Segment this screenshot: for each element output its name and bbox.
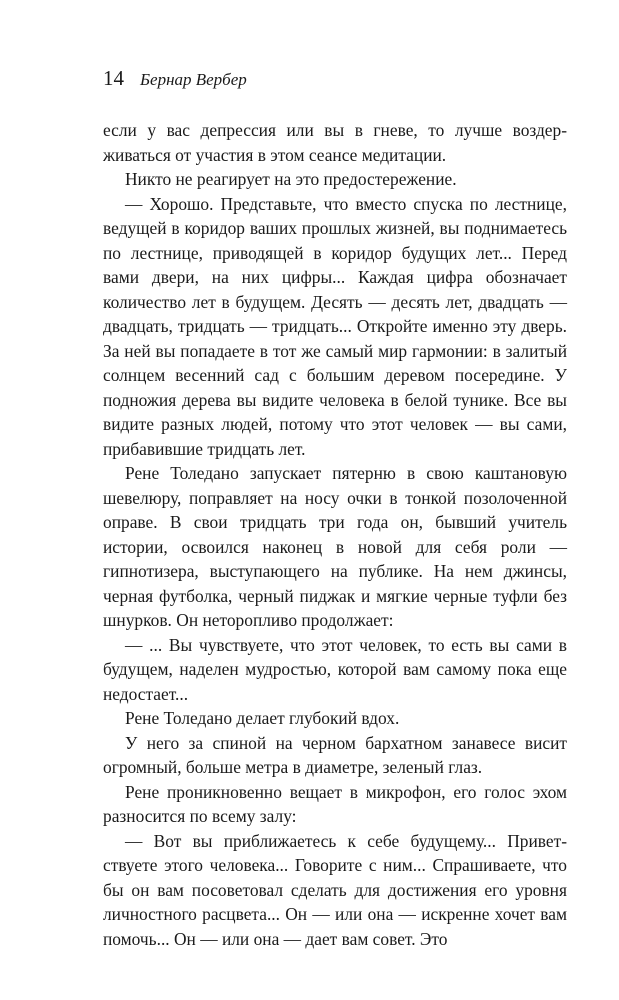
paragraph: Рене проникновенно вещает в микрофон, его голос эхом разносится по всему залу: — [103, 781, 567, 826]
page-number: 14 — [103, 66, 124, 90]
paragraph: — Хорошо. Представьте, что вместо спуска по лестнице, ведущей в коридор ваших прошлых жизней, вы поднимаетесь по лестнице, приводящей в коридор будущих лет... Перед вами двери, на них цифры... Каждая цифра обозначает количество лет в будущем. Десять — десять лет, двадцать — двадцать, тридцать — тридцать... Откройте именно эту дверь. За ней вы попадаете в тот же самый мир гармонии: в залитый солнцем весенний сад с большим деревом посередине. У подножия дерева вы видите человека в белой тунике. Все вы видите разных людей, потому что этот человек — вы сами, прибавившие тридцать лет. — [103, 193, 567, 459]
paragraph: — Вот вы приближаетесь к себе будущему... Приветствуете этого человека... Говорите с ним... Спрашиваете, что бы он вам посоветовал сделать для достижения его уровня личностного расцвета... Он — или она — искренне хочет вам помочь... Он — или она — дает вам совет. Это — [103, 830, 567, 949]
body-text — [103, 118, 567, 951]
paragraph: — ... Вы чувствуете, что этот человек, то есть вы сами в будущем, наделен мудростью, которой вам самому пока еще недостает... — [103, 634, 567, 704]
paragraph: Никто не реагирует на это предостережение. — [125, 169, 457, 189]
running-title-author: Бернар Вербер — [140, 70, 247, 89]
page-header — [103, 66, 567, 118]
paragraph: если у вас депрессия или вы в гневе, то лучше воздерживаться от участия в этом сеансе медитации. — [103, 120, 567, 165]
paragraph: Рене Толедано запускает пятерню в свою каштановую шевелюру, поправляет на носу очки в тонкой позолоченной оправе. В свои тридцать три года он, бывший учитель истории, освоился наконец в новой для себя роли — гипнотизера, выступающего на публике. На нем джинсы, черная футболка, черный пиджак и мягкие черные туфли без шнурков. Он неторопливо продолжает: — [103, 463, 567, 630]
paragraph: Рене Толедано делает глубокий вдох. — [125, 708, 400, 728]
paragraph: У него за спиной на черном бархатном занавесе висит огромный, больше метра в диаметре, зеленый глаз. — [103, 732, 567, 777]
book-page — [103, 66, 567, 951]
